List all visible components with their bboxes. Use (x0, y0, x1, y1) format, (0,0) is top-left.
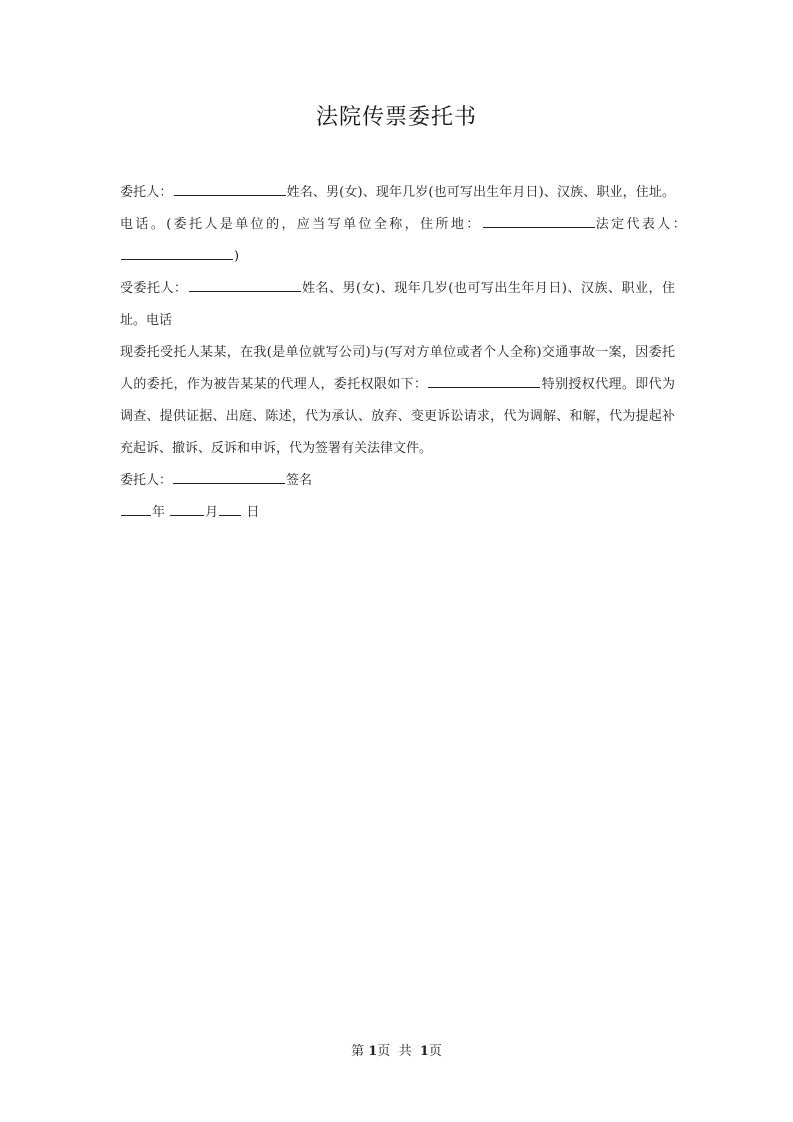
authorization-text-2a: 人的委托，作为被告某某的代理人，委托权限如下： (120, 377, 428, 392)
page-footer (0, 1040, 793, 1059)
total-pages-number: 1 (419, 1044, 429, 1059)
authorization-text-2b: 特别授权代理。即代为 (541, 377, 675, 392)
principal-name-blank[interactable] (174, 179, 286, 196)
year-label: 年 (152, 505, 166, 520)
current-page-number: 1 (368, 1044, 378, 1059)
authority-scope-blank[interactable] (428, 371, 540, 388)
authorization-text-4: 充起诉、撤诉、反诉和申诉，代为签署有关法律文件。 (120, 441, 433, 456)
footer-total-prefix: 共 (398, 1044, 412, 1059)
agent-continuation-line (120, 307, 675, 339)
legal-rep-line (120, 243, 675, 275)
principal-line (120, 179, 675, 211)
authorization-line-2 (120, 371, 675, 403)
agent-label: 受委托人： (120, 281, 188, 296)
legal-rep-label: 法定代表人： (595, 217, 689, 232)
date-line (120, 499, 675, 531)
footer-page-word: 页 (377, 1044, 391, 1059)
day-label: 日 (246, 505, 260, 520)
month-blank[interactable] (170, 499, 204, 516)
footer-prefix: 第 (351, 1044, 365, 1059)
signature-line (120, 467, 675, 499)
authorization-line-1 (120, 339, 675, 371)
agent-name-blank[interactable] (189, 275, 301, 292)
principal-details: 姓名、男(女)、现年几岁(也可写出生年月日)、汉族、职业，住址。 (286, 185, 675, 200)
authorization-text-1: 现委托受托人某某，在我(是单位就写公司)与(写对方单位或者个人全称)交通事故一案，因委托 (120, 345, 675, 360)
principal-phone-text: 电话。(委托人是单位的，应当写单位全称，住所地： (120, 217, 482, 232)
signature-suffix: 签名 (286, 473, 313, 488)
month-label: 月 (205, 505, 219, 520)
year-blank[interactable] (121, 499, 151, 516)
agent-continuation: 址。电话 (120, 313, 173, 328)
principal-label: 委托人： (120, 185, 173, 200)
footer-page-word-2: 页 (428, 1044, 442, 1059)
authorization-text-3: 调查、提供证据、出庭、陈述，代为承认、放弃、变更诉讼请求，代为调解、和解，代为提起补 (120, 409, 675, 424)
day-blank[interactable] (219, 499, 241, 516)
document-title: 法院传票委托书 (315, 105, 477, 130)
agent-line (120, 275, 675, 307)
address-blank[interactable] (483, 211, 595, 228)
authorization-line-4 (120, 435, 675, 467)
signature-blank[interactable] (173, 467, 285, 484)
legal-rep-blank[interactable] (121, 243, 233, 260)
legal-rep-close: ) (234, 249, 240, 264)
authorization-line-3 (120, 403, 675, 435)
signature-label: 委托人： (120, 473, 173, 488)
principal-phone-line (120, 211, 689, 243)
document-body (120, 179, 689, 531)
agent-details: 姓名、男(女)、现年几岁(也可写出生年月日)、汉族、职业，住 (301, 281, 675, 296)
